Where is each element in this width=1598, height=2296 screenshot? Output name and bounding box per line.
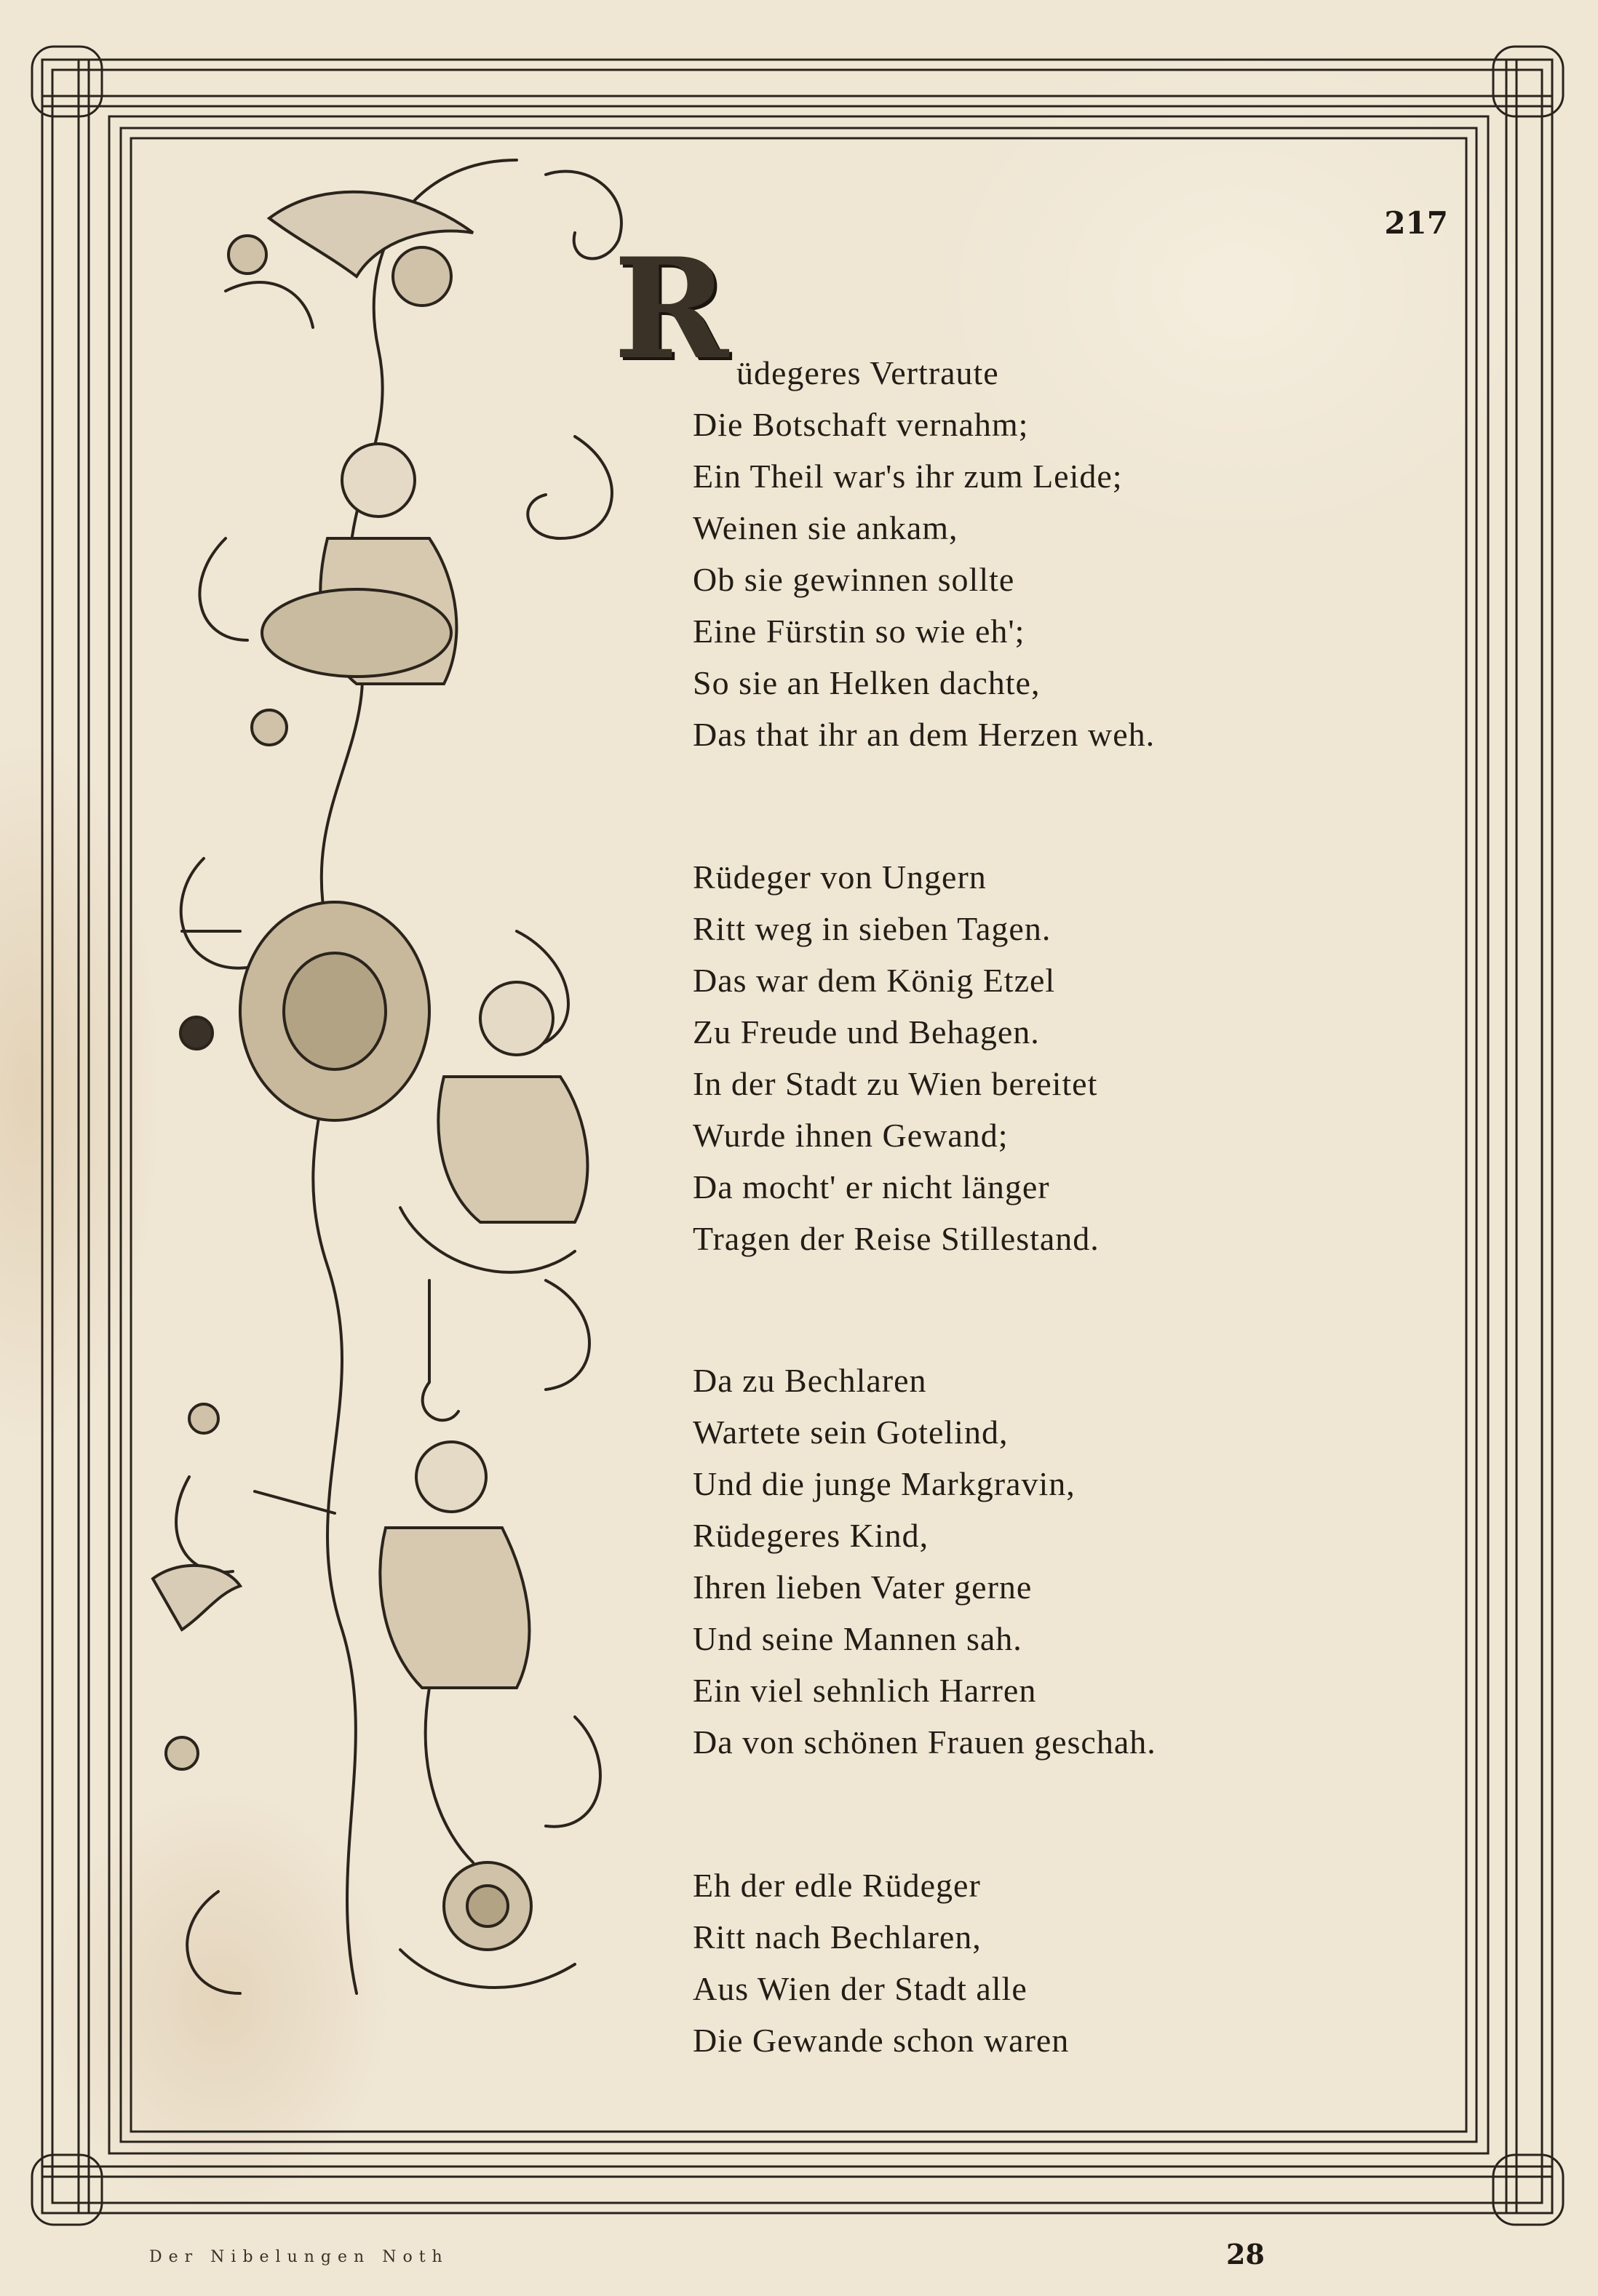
verse-line: Eine Fürstin so wie eh';	[693, 613, 1025, 650]
verse-line: In der Stadt zu Wien bereitet	[693, 1065, 1098, 1102]
verse-line: Wurde ihnen Gewand;	[693, 1117, 1009, 1154]
verse-line: Aus Wien der Stadt alle	[693, 1970, 1027, 2007]
stanza-1	[693, 347, 1155, 760]
verse-line: Eh der edle Rüdeger	[693, 1867, 981, 1904]
verse-line: Ein Theil war's ihr zum Leide;	[693, 458, 1123, 495]
verse-line: Da von schönen Frauen geschah.	[693, 1723, 1156, 1761]
verse-line: Wartete sein Gotelind,	[693, 1414, 1009, 1451]
verse-line: Die Botschaft vernahm;	[693, 406, 1029, 443]
drop-cap-initial: R	[613, 228, 728, 390]
sheet-number: 28	[1226, 2238, 1265, 2271]
verse-line: Ritt weg in sieben Tagen.	[693, 910, 1052, 947]
stanza-3	[693, 1355, 1156, 1768]
verse-line: Das war dem König Etzel	[693, 962, 1056, 999]
verse-line: Ein viel sehnlich Harren	[693, 1672, 1037, 1709]
verse-line: Das that ihr an dem Herzen weh.	[693, 716, 1156, 753]
verse-line: Ihren lieben Vater gerne	[693, 1568, 1033, 1606]
stanza-4	[693, 1859, 1069, 2066]
floral-figure-illustration	[138, 131, 648, 2081]
verse-line: Die Gewande schon waren	[693, 2022, 1070, 2059]
verse-line: Weinen sie ankam,	[693, 509, 958, 546]
verse-line: Rüdegeres Kind,	[693, 1517, 929, 1554]
page-number: 217	[1384, 205, 1448, 241]
verse-line: Und seine Mannen sah.	[693, 1620, 1022, 1657]
verse-line: Ritt nach Bechlaren,	[693, 1918, 982, 1956]
verse-line: üdegeres Vertraute	[736, 354, 999, 391]
verse-line: So sie an Helken dachte,	[693, 664, 1041, 701]
verse-line: Da mocht' er nicht länger	[693, 1168, 1050, 1205]
verse-line: Ob sie gewinnen sollte	[693, 561, 1015, 598]
verse-line: Zu Freude und Behagen.	[693, 1013, 1040, 1051]
verse-line: Und die junge Markgravin,	[693, 1465, 1076, 1502]
verse-line: Tragen der Reise Stillestand.	[693, 1220, 1100, 1257]
verse-line: Rüdeger von Ungern	[693, 858, 987, 896]
footer-book-title: Der Nibelungen Noth	[149, 2248, 449, 2266]
verse-line: Da zu Bechlaren	[693, 1362, 927, 1399]
stanza-2	[693, 851, 1100, 1264]
